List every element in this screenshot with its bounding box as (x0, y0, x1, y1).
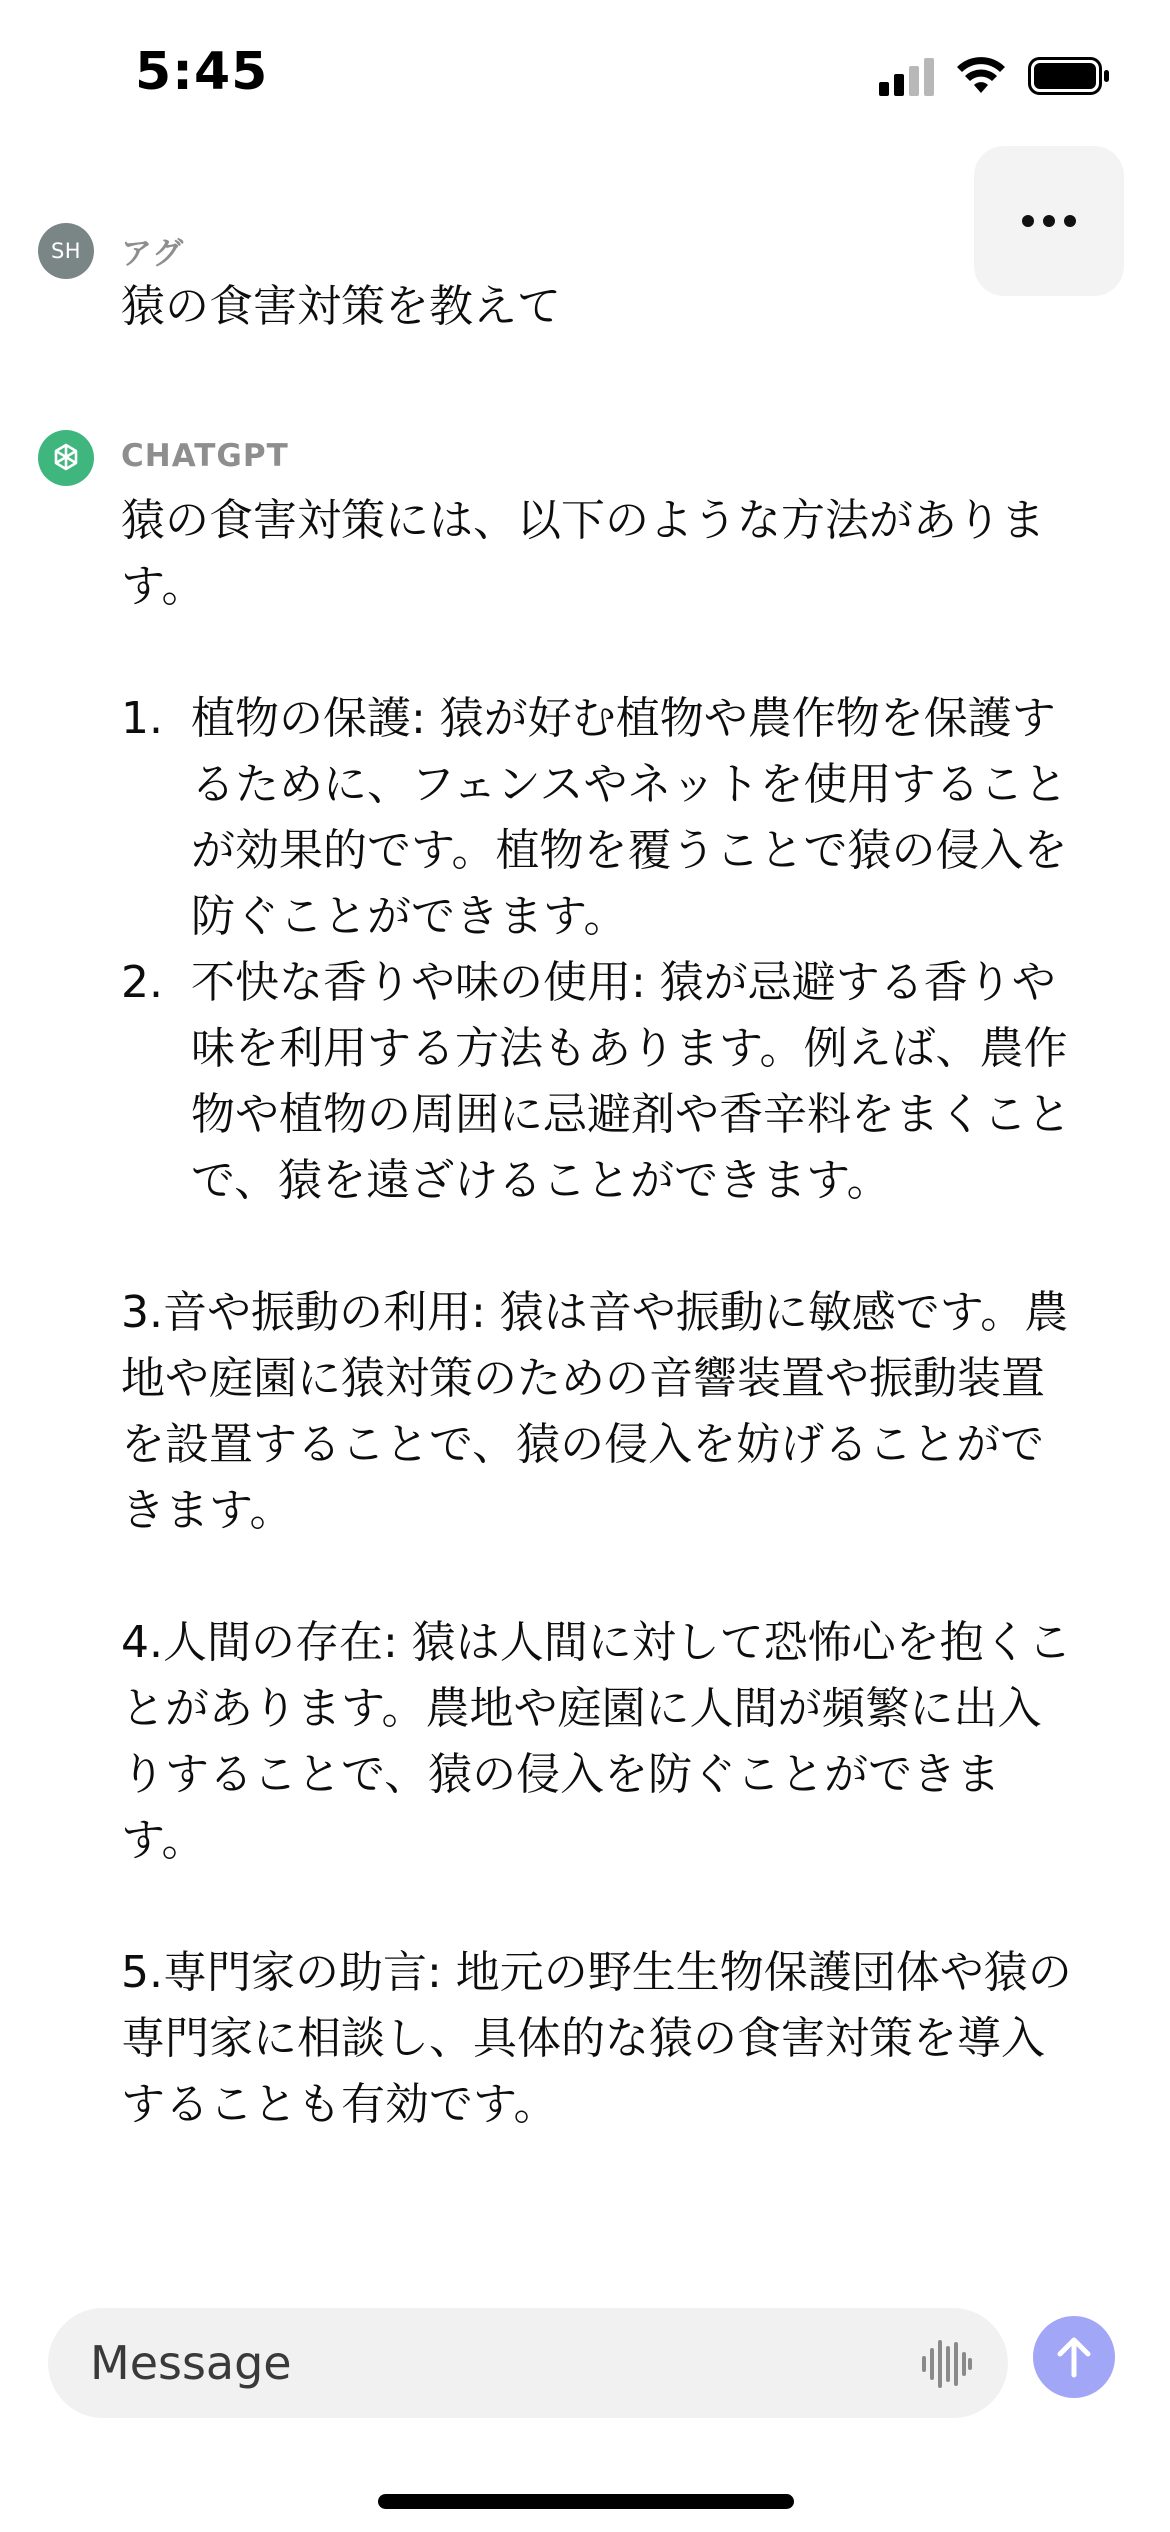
paragraph-item: 5.専門家の助言: 地元の野生生物保護団体や猿の専門家に相談し、具体的な猿の食害対策を導入することも有効です。 (121, 1947, 1072, 2130)
chatgpt-avatar (38, 430, 94, 486)
user-avatar (38, 223, 94, 279)
home-indicator (378, 2494, 794, 2509)
send-button[interactable] (1033, 2316, 1115, 2398)
status-bar (0, 0, 1170, 150)
cellular-signal-icon (879, 56, 934, 96)
openai-logo-icon (48, 440, 84, 476)
message-input-container[interactable] (48, 2308, 1008, 2418)
waveform-icon[interactable] (918, 2336, 974, 2392)
status-icons (879, 56, 1110, 96)
assistant-message-body (121, 488, 1081, 2138)
solution-list (121, 686, 1081, 1214)
list-item-number: 2. (121, 957, 163, 1008)
wifi-icon (956, 57, 1006, 95)
status-time: 5:45 (135, 42, 269, 102)
ellipsis-icon (1021, 214, 1077, 228)
user-sender-name: アグ (121, 236, 185, 272)
message-input[interactable] (90, 2330, 910, 2396)
user-avatar-initials: SH (50, 239, 82, 263)
paragraph-item: 3.音や振動の利用: 猿は音や振動に敏感です。農地や庭園に猿対策のための音響装置や振動装置を設置することで、猿の侵入を妨げることができます。 (121, 1287, 1069, 1536)
composer-bar (0, 2290, 1170, 2450)
arrow-up-icon (1054, 2335, 1094, 2379)
list-item (121, 950, 1081, 1214)
user-message-text: 猿の食害対策を教えて (121, 281, 561, 332)
list-item-text: 不快な香りや味の使用: 猿が忌避する香りや味を利用する方法もあります。例えば、農作物や植物の周囲に忌避剤や香辛料をまくことで、猿を遠ざけることができます。 (191, 957, 1071, 1206)
list-item-text: 植物の保護: 猿が好む植物や農作物を保護するために、フェンスやネットを使用することが効果的です。植物を覆うことで猿の侵入を防ぐことができます。 (191, 693, 1068, 942)
battery-icon (1028, 57, 1110, 95)
list-item (121, 686, 1081, 950)
assistant-sender-name: CHATGPT (121, 438, 289, 474)
assistant-intro: 猿の食害対策には、以下のような方法があります。 (121, 495, 1045, 612)
paragraph-item: 4.人間の存在: 猿は人間に対して恐怖心を抱くことがあります。農地や庭園に人間が頻繁に出入りすることで、猿の侵入を防ぐことができます。 (121, 1617, 1072, 1866)
list-item-number: 1. (121, 693, 163, 744)
